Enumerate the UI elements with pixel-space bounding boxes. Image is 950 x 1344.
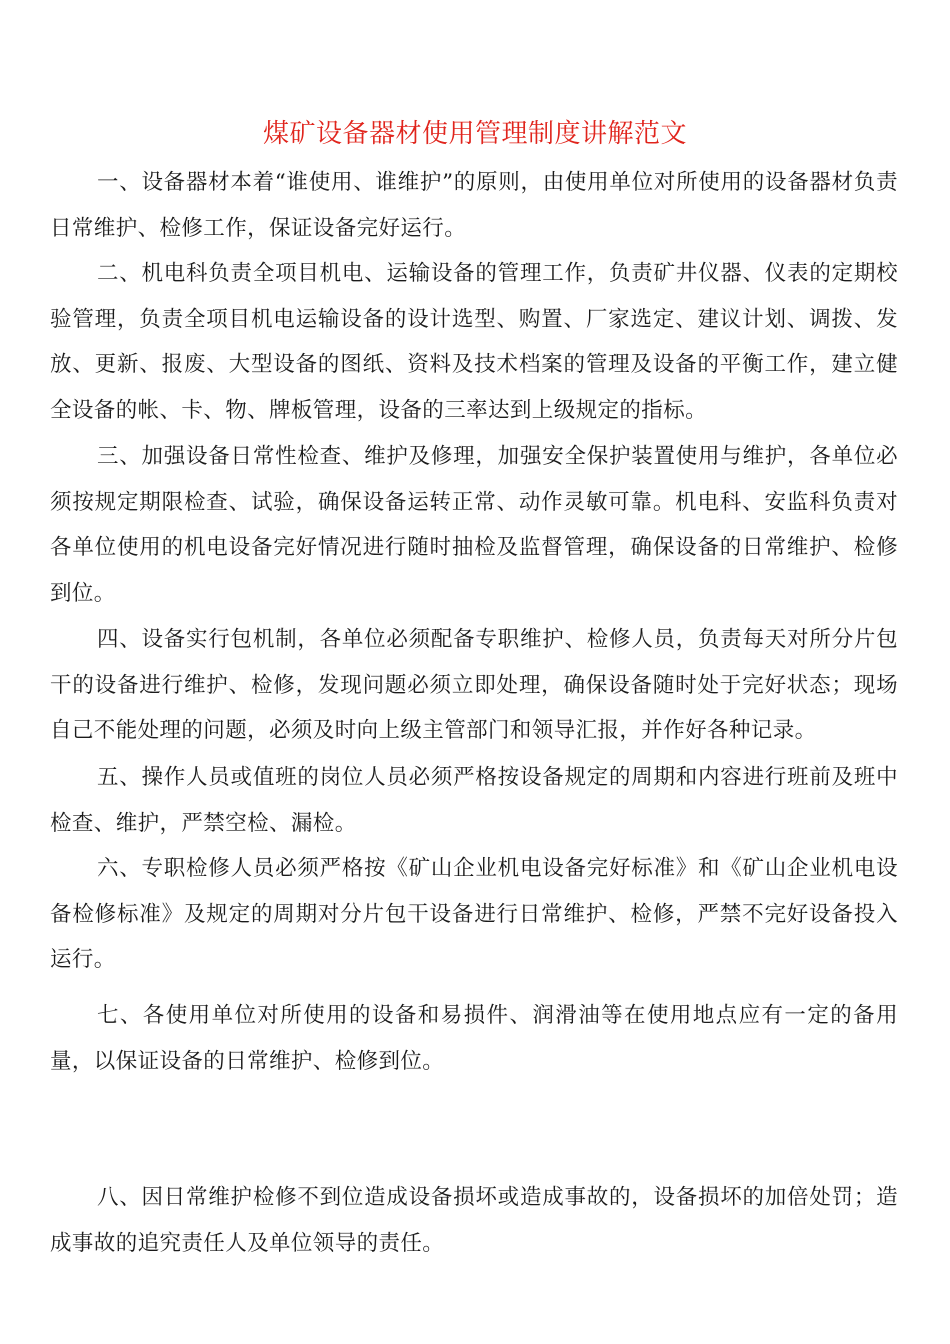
document-title: 煤矿设备器材使用管理制度讲解范文 [262,119,687,149]
paragraph-7: 七、各使用单位对所使用的设备和易损件、润滑油等在使用地点应有一定的备用量，以保证设备的日常维护、检修到位。 [50,1003,898,1074]
paragraph-1: 一、设备器材本着“谁使用、谁维护”的原则，由使用单位对所使用的设备器材负责日常维护、检修工作，保证设备完好运行。 [50,170,898,241]
paragraph-4: 四、设备实行包机制，各单位必须配备专职维护、检修人员，负责每天对所分片包干的设备进行维护、检修，发现问题必须立即处理，确保设备随时处于完好状态；现场自己不能处理的问题，必须及时向上级主管部门和领导汇报，并作好各种记录。 [50,627,898,743]
paragraph-8: 八、因日常维护检修不到位造成设备损坏或造成事故的，设备损坏的加倍处罚；造成事故的追究责任人及单位领导的责任。 [50,1185,898,1256]
paragraph-6: 六、专职检修人员必须严格按《矿山企业机电设备完好标准》和《矿山企业机电设备检修标准》及规定的周期对分片包干设备进行日常维护、检修，严禁不完好设备投入运行。 [50,856,898,972]
paragraph-5: 五、操作人员或值班的岗位人员必须严格按设备规定的周期和内容进行班前及班中检查、维护，严禁空检、漏检。 [50,765,898,836]
paragraph-3: 三、加强设备日常性检查、维护及修理，加强安全保护装置使用与维护，各单位必须按规定期限检查、试验，确保设备运转正常、动作灵敏可靠。机电科、安监科负责对各单位使用的机电设备完好情况进行随时抽检及监督管理，确保设备的日常维护、检修到位。 [50,444,898,606]
paragraph-2: 二、机电科负责全项目机电、运输设备的管理工作，负责矿井仪器、仪表的定期校验管理，负责全项目机电运输设备的设计选型、购置、厂家选定、建议计划、调拨、发放、更新、报废、大型设备的图纸、资料及技术档案的管理及设备的平衡工作，建立健全设备的帐、卡、物、牌板管理，设备的三率达到上级规定的指标。 [50,261,898,423]
